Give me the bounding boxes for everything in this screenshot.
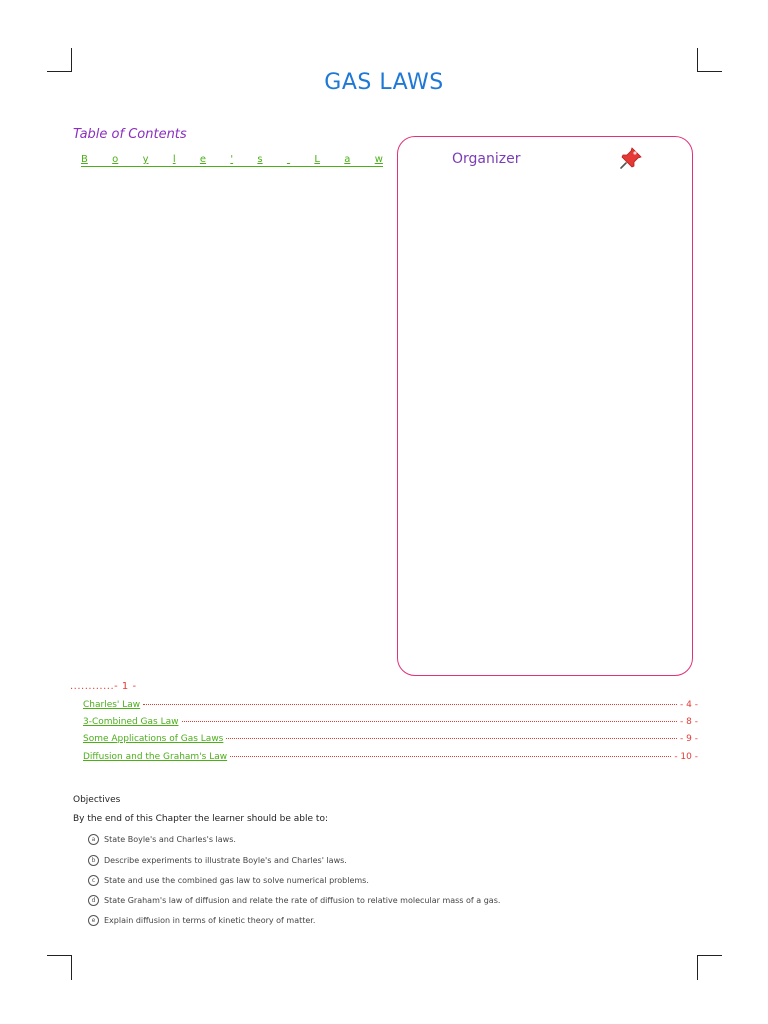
toc-first-entry-char: o	[112, 154, 119, 165]
organizer-box	[397, 136, 693, 676]
objective-bullet: e	[88, 915, 99, 926]
toc-entry-label[interactable]: 3-Combined Gas Law	[83, 717, 179, 727]
toc-first-entry-char: s	[257, 154, 263, 165]
toc-first-entry-char: '	[230, 154, 234, 165]
objectives-intro: By the end of this Chapter the learner should be able to:	[73, 814, 328, 824]
objective-bullet: b	[88, 855, 99, 866]
objective-item	[88, 875, 369, 886]
objective-item	[88, 915, 315, 926]
toc-first-entry-char: e	[199, 154, 207, 165]
toc-first-entry-char	[287, 154, 290, 165]
toc-entry-label[interactable]: Diffusion and the Graham's Law	[83, 752, 228, 762]
toc-leader-dots	[230, 756, 671, 757]
toc-first-entry-page: ............- 1 -	[70, 681, 137, 692]
objective-text: State Boyle's and Charles's laws.	[104, 835, 236, 844]
organizer-label: Organizer	[452, 151, 521, 167]
toc-heading: Table of Contents	[73, 127, 187, 142]
toc-row[interactable]	[83, 700, 698, 710]
crop-mark-bottom-left	[47, 955, 72, 980]
toc-row[interactable]	[83, 717, 698, 727]
objective-item	[88, 855, 347, 866]
page-title: GAS LAWS	[324, 70, 444, 95]
crop-mark-bottom-right	[697, 955, 722, 980]
toc-row[interactable]	[83, 752, 698, 762]
toc-entry-page: - 9 -	[680, 734, 698, 744]
toc-first-entry-char: l	[172, 154, 176, 165]
toc-row[interactable]	[83, 734, 698, 744]
toc-entry-label[interactable]: Some Applications of Gas Laws	[83, 734, 224, 744]
objective-bullet: a	[88, 834, 99, 845]
crop-mark-top-left	[47, 48, 72, 72]
toc-first-entry-char: y	[142, 154, 149, 165]
objective-text: Describe experiments to illustrate Boyle's and Charles' laws.	[104, 856, 347, 865]
objective-text: State Graham's law of diffusion and relate the rate of diffusion to relative molecular mass of a gas.	[104, 896, 501, 905]
toc-entry-page: - 4 -	[680, 700, 698, 710]
pushpin-icon	[618, 145, 644, 171]
toc-first-entry-char: w	[374, 154, 383, 165]
objective-bullet: d	[88, 895, 99, 906]
toc-first-entry-char: B	[81, 154, 88, 165]
crop-mark-top-right	[697, 48, 722, 72]
objective-text: Explain diffusion in terms of kinetic theory of matter.	[104, 916, 316, 925]
toc-first-entry-char: L	[314, 154, 320, 165]
objective-text: State and use the combined gas law to solve numerical problems.	[104, 876, 369, 885]
toc-leader-dots	[226, 738, 677, 739]
toc-first-entry-char: a	[344, 154, 351, 165]
toc-entry-label[interactable]: Charles' Law	[83, 700, 141, 710]
toc-entry-page: - 8 -	[680, 717, 698, 727]
toc-leader-dots	[182, 721, 678, 722]
toc-first-entry-link[interactable]	[81, 154, 383, 167]
objective-item	[88, 834, 236, 845]
objective-bullet: c	[88, 875, 99, 886]
objectives-heading: Objectives	[73, 795, 121, 805]
toc-leader-dots	[143, 704, 677, 705]
objective-item	[88, 895, 500, 906]
toc-entry-page: - 10 -	[674, 752, 698, 762]
